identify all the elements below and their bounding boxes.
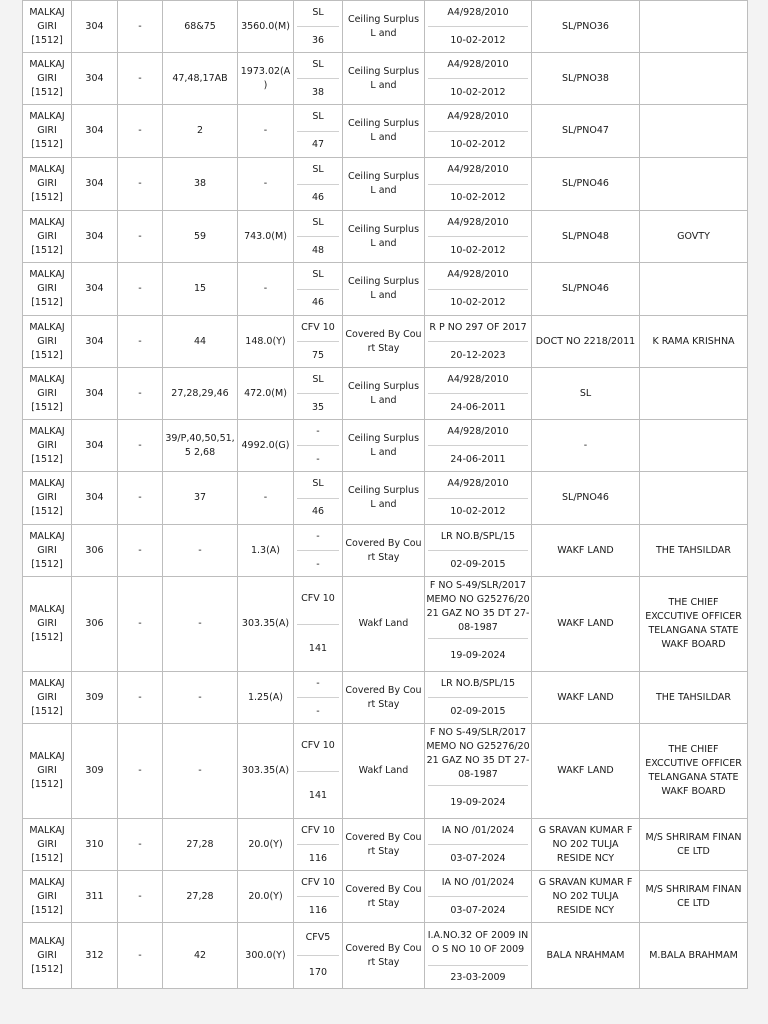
survey-no-cell: 304 — [72, 316, 118, 368]
classification-cell-top: SL — [312, 163, 324, 175]
plot-cell: 37 — [163, 472, 238, 525]
subdivision-cell: - — [118, 316, 163, 368]
survey-no-cell: 304 — [72, 158, 118, 211]
reference-cell: WAKF LAND — [532, 525, 640, 577]
nature-cell: Ceiling Surplus L and — [343, 368, 425, 420]
remarks-cell — [640, 105, 748, 158]
classification-cell — [294, 871, 343, 923]
reference-cell: DOCT NO 2218/2011 — [532, 316, 640, 368]
classification-cell — [294, 577, 343, 672]
village-cell: MALKAJ GIRI [1512] — [23, 53, 72, 105]
table-row — [23, 53, 748, 105]
table-row — [23, 819, 748, 871]
classification-cell-top: CFV 10 — [301, 740, 335, 752]
remarks-cell: THE TAHSILDAR — [640, 525, 748, 577]
reference-cell: G SRAVAN KUMAR F NO 202 TULJA RESIDE NCY — [532, 871, 640, 923]
remarks-cell — [640, 368, 748, 420]
classification-cell-bottom: 46 — [311, 192, 325, 204]
table-row — [23, 105, 748, 158]
subdivision-cell: - — [118, 871, 163, 923]
order-cell — [425, 577, 532, 672]
plot-cell: 38 — [163, 158, 238, 211]
subdivision-cell: - — [118, 158, 163, 211]
subdivision-cell: - — [118, 577, 163, 672]
nature-cell: Ceiling Surplus L and — [343, 1, 425, 53]
plot-cell: 27,28 — [163, 871, 238, 923]
classification-cell-bottom: - — [316, 558, 320, 570]
order-cell-top: A4/928/2010 — [447, 425, 509, 437]
order-cell — [425, 871, 532, 923]
subdivision-cell: - — [118, 525, 163, 577]
survey-no-cell: 309 — [72, 724, 118, 819]
classification-cell-top: CFV 10 — [301, 593, 335, 605]
extent-cell: - — [238, 472, 294, 525]
order-cell-bottom: 23-03-2009 — [450, 972, 506, 983]
reference-cell: BALA NRAHMAM — [532, 923, 640, 989]
extent-cell: 303.35(A) — [238, 724, 294, 819]
order-cell-bottom: 10-02-2012 — [450, 506, 506, 518]
remarks-cell: THE CHIEF EXCCUTIVE OFFICER TELANGANA STATE WAKF BOARD — [640, 724, 748, 819]
land-records-table — [22, 0, 748, 989]
table-row — [23, 724, 748, 819]
table-row — [23, 672, 748, 724]
reference-cell: SL/PNO46 — [532, 263, 640, 316]
survey-no-cell: 310 — [72, 819, 118, 871]
plot-cell: 2 — [163, 105, 238, 158]
classification-cell — [294, 420, 343, 472]
nature-cell: Covered By Cou rt Stay — [343, 316, 425, 368]
nature-cell: Ceiling Surplus L and — [343, 420, 425, 472]
order-cell-bottom: 03-07-2024 — [450, 852, 506, 864]
plot-cell: 27,28,29,46 — [163, 368, 238, 420]
classification-cell-bottom: 46 — [311, 506, 325, 518]
subdivision-cell: - — [118, 724, 163, 819]
classification-cell-top: SL — [312, 6, 324, 18]
extent-cell: - — [238, 263, 294, 316]
village-cell: MALKAJ GIRI [1512] — [23, 923, 72, 989]
extent-cell: 20.0(Y) — [238, 819, 294, 871]
classification-cell — [294, 472, 343, 525]
reference-cell: SL/PNO36 — [532, 1, 640, 53]
subdivision-cell: - — [118, 368, 163, 420]
survey-no-cell: 304 — [72, 211, 118, 263]
remarks-cell: M/S SHRIRAM FINAN CE LTD — [640, 871, 748, 923]
village-cell: MALKAJ GIRI [1512] — [23, 871, 72, 923]
reference-cell: SL/PNO48 — [532, 211, 640, 263]
classification-cell-bottom: - — [316, 705, 320, 717]
order-cell-top: F NO S-49/SLR/2017 MEMO NO G25276/20 21 GAZ NO 35 DT 27-08-1987 — [426, 579, 530, 633]
extent-cell: 1.3(A) — [238, 525, 294, 577]
order-cell-top: IA NO /01/2024 — [441, 824, 515, 836]
table-row — [23, 871, 748, 923]
order-cell-bottom: 24-06-2011 — [450, 401, 506, 413]
table-row — [23, 420, 748, 472]
plot-cell: 47,48,17AB — [163, 53, 238, 105]
village-cell: MALKAJ GIRI [1512] — [23, 158, 72, 211]
subdivision-cell: - — [118, 53, 163, 105]
classification-cell — [294, 105, 343, 158]
nature-cell: Ceiling Surplus L and — [343, 105, 425, 158]
reference-cell: G SRAVAN KUMAR F NO 202 TULJA RESIDE NCY — [532, 819, 640, 871]
plot-cell: 44 — [163, 316, 238, 368]
order-cell-top: A4/928/2010 — [447, 373, 509, 385]
classification-cell-bottom: 47 — [311, 139, 325, 151]
order-cell — [425, 316, 532, 368]
remarks-cell: GOVTY — [640, 211, 748, 263]
order-cell-bottom: 19-09-2024 — [450, 650, 506, 662]
classification-cell — [294, 724, 343, 819]
classification-cell-top: SL — [312, 268, 324, 280]
nature-cell: Ceiling Surplus L and — [343, 472, 425, 525]
order-cell — [425, 923, 532, 989]
classification-cell-top: - — [316, 425, 320, 437]
classification-cell-top: - — [316, 677, 320, 689]
village-cell: MALKAJ GIRI [1512] — [23, 263, 72, 316]
subdivision-cell: - — [118, 819, 163, 871]
extent-cell: - — [238, 105, 294, 158]
nature-cell: Covered By Cou rt Stay — [343, 525, 425, 577]
classification-cell-bottom: 46 — [311, 297, 325, 309]
table-row — [23, 577, 748, 672]
village-cell: MALKAJ GIRI [1512] — [23, 368, 72, 420]
order-cell-top: F NO S-49/SLR/2017 MEMO NO G25276/20 21 GAZ NO 35 DT 27-08-1987 — [426, 726, 530, 780]
table-row — [23, 316, 748, 368]
nature-cell: Covered By Cou rt Stay — [343, 819, 425, 871]
classification-cell — [294, 211, 343, 263]
classification-cell — [294, 53, 343, 105]
table-row — [23, 525, 748, 577]
order-cell — [425, 263, 532, 316]
classification-cell-bottom: 48 — [311, 244, 325, 256]
village-cell: MALKAJ GIRI [1512] — [23, 211, 72, 263]
remarks-cell: K RAMA KRISHNA — [640, 316, 748, 368]
classification-cell-bottom: 170 — [308, 967, 328, 978]
nature-cell: Ceiling Surplus L and — [343, 53, 425, 105]
reference-cell: SL — [532, 368, 640, 420]
remarks-cell — [640, 420, 748, 472]
extent-cell: 1973.02(A) — [238, 53, 294, 105]
remarks-cell — [640, 1, 748, 53]
village-cell: MALKAJ GIRI [1512] — [23, 316, 72, 368]
classification-cell-top: - — [316, 530, 320, 542]
plot-cell: 42 — [163, 923, 238, 989]
table-row — [23, 211, 748, 263]
order-cell — [425, 1, 532, 53]
classification-cell-top: SL — [312, 477, 324, 489]
survey-no-cell: 304 — [72, 53, 118, 105]
order-cell — [425, 420, 532, 472]
nature-cell: Ceiling Surplus L and — [343, 263, 425, 316]
classification-cell — [294, 525, 343, 577]
classification-cell-bottom: 116 — [308, 904, 328, 916]
extent-cell: 4992.0(G) — [238, 420, 294, 472]
table-row — [23, 472, 748, 525]
village-cell: MALKAJ GIRI [1512] — [23, 472, 72, 525]
classification-cell-top: CFV5 — [305, 932, 331, 943]
order-cell-top: A4/928/2010 — [447, 163, 509, 175]
order-cell-bottom: 20-12-2023 — [450, 349, 506, 361]
plot-cell: - — [163, 672, 238, 724]
survey-no-cell: 311 — [72, 871, 118, 923]
order-cell — [425, 819, 532, 871]
order-cell-top: A4/928/2010 — [447, 6, 509, 18]
extent-cell: 148.0(Y) — [238, 316, 294, 368]
classification-cell-top: CFV 10 — [301, 321, 335, 333]
village-cell: MALKAJ GIRI [1512] — [23, 1, 72, 53]
subdivision-cell: - — [118, 672, 163, 724]
order-cell-bottom: 10-02-2012 — [450, 297, 506, 309]
reference-cell: SL/PNO46 — [532, 158, 640, 211]
order-cell-top: R P NO 297 OF 2017 — [429, 321, 527, 333]
classification-cell-top: SL — [312, 110, 324, 122]
extent-cell: 3560.0(M) — [238, 1, 294, 53]
plot-cell: - — [163, 525, 238, 577]
nature-cell: Covered By Cou rt Stay — [343, 672, 425, 724]
order-cell — [425, 724, 532, 819]
classification-cell — [294, 316, 343, 368]
plot-cell: 68&75 — [163, 1, 238, 53]
remarks-cell — [640, 53, 748, 105]
reference-cell: WAKF LAND — [532, 724, 640, 819]
classification-cell — [294, 923, 343, 989]
survey-no-cell: 304 — [72, 105, 118, 158]
order-cell-top: A4/928/2010 — [447, 110, 509, 122]
survey-no-cell: 304 — [72, 472, 118, 525]
classification-cell-top: CFV 10 — [301, 824, 335, 836]
subdivision-cell: - — [118, 1, 163, 53]
subdivision-cell: - — [118, 472, 163, 525]
remarks-cell: M.BALA BRAHMAM — [640, 923, 748, 989]
order-cell-top: LR NO.B/SPL/15 — [440, 677, 516, 689]
order-cell-bottom: 10-02-2012 — [450, 192, 506, 204]
nature-cell: Ceiling Surplus L and — [343, 211, 425, 263]
subdivision-cell: - — [118, 263, 163, 316]
classification-cell-bottom: 141 — [308, 642, 328, 654]
extent-cell: 303.35(A) — [238, 577, 294, 672]
plot-cell: 15 — [163, 263, 238, 316]
classification-cell-bottom: - — [316, 453, 320, 465]
classification-cell-bottom: 38 — [311, 86, 325, 98]
plot-cell: - — [163, 724, 238, 819]
classification-cell-bottom: 35 — [311, 401, 325, 413]
classification-cell-bottom: 36 — [311, 34, 325, 46]
classification-cell-top: CFV 10 — [301, 876, 335, 888]
order-cell-bottom: 10-02-2012 — [450, 139, 506, 151]
classification-cell-top: SL — [312, 373, 324, 385]
village-cell: MALKAJ GIRI [1512] — [23, 672, 72, 724]
order-cell — [425, 472, 532, 525]
classification-cell — [294, 368, 343, 420]
order-cell-bottom: 03-07-2024 — [450, 904, 506, 916]
remarks-cell — [640, 472, 748, 525]
classification-cell — [294, 158, 343, 211]
survey-no-cell: 312 — [72, 923, 118, 989]
extent-cell: 472.0(M) — [238, 368, 294, 420]
village-cell: MALKAJ GIRI [1512] — [23, 420, 72, 472]
table-row — [23, 1, 748, 53]
reference-cell: - — [532, 420, 640, 472]
village-cell: MALKAJ GIRI [1512] — [23, 525, 72, 577]
order-cell-bottom: 02-09-2015 — [450, 558, 506, 570]
order-cell-top: A4/928/2010 — [447, 268, 509, 280]
order-cell-bottom: 02-09-2015 — [450, 705, 506, 717]
reference-cell: SL/PNO47 — [532, 105, 640, 158]
table-row — [23, 923, 748, 989]
order-cell-bottom: 19-09-2024 — [450, 797, 506, 809]
plot-cell: - — [163, 577, 238, 672]
classification-cell-bottom: 116 — [308, 852, 328, 864]
remarks-cell: M/S SHRIRAM FINAN CE LTD — [640, 819, 748, 871]
subdivision-cell: - — [118, 105, 163, 158]
nature-cell: Covered By Cou rt Stay — [343, 871, 425, 923]
plot-cell: 39/P,40,50,51,5 2,68 — [163, 420, 238, 472]
remarks-cell — [640, 158, 748, 211]
subdivision-cell: - — [118, 211, 163, 263]
village-cell: MALKAJ GIRI [1512] — [23, 724, 72, 819]
extent-cell: 743.0(M) — [238, 211, 294, 263]
reference-cell: WAKF LAND — [532, 577, 640, 672]
order-cell-bottom: 10-02-2012 — [450, 34, 506, 46]
survey-no-cell: 306 — [72, 525, 118, 577]
plot-cell: 27,28 — [163, 819, 238, 871]
order-cell-bottom: 24-06-2011 — [450, 453, 506, 465]
table-row — [23, 263, 748, 316]
classification-cell — [294, 819, 343, 871]
order-cell — [425, 211, 532, 263]
classification-cell-top: SL — [312, 58, 324, 70]
order-cell — [425, 105, 532, 158]
remarks-cell — [640, 263, 748, 316]
nature-cell: Ceiling Surplus L and — [343, 158, 425, 211]
village-cell: MALKAJ GIRI [1512] — [23, 819, 72, 871]
table-row — [23, 158, 748, 211]
survey-no-cell: 304 — [72, 368, 118, 420]
nature-cell: Wakf Land — [343, 577, 425, 672]
classification-cell — [294, 672, 343, 724]
survey-no-cell: 309 — [72, 672, 118, 724]
order-cell-bottom: 10-02-2012 — [450, 244, 506, 256]
extent-cell: 1.25(A) — [238, 672, 294, 724]
order-cell — [425, 158, 532, 211]
order-cell — [425, 368, 532, 420]
plot-cell: 59 — [163, 211, 238, 263]
order-cell-top: I.A.NO.32 OF 2009 IN O S NO 10 OF 2009 — [427, 930, 529, 955]
reference-cell: WAKF LAND — [532, 672, 640, 724]
extent-cell: 20.0(Y) — [238, 871, 294, 923]
order-cell — [425, 525, 532, 577]
remarks-cell: THE CHIEF EXCCUTIVE OFFICER TELANGANA STATE WAKF BOARD — [640, 577, 748, 672]
survey-no-cell: 304 — [72, 420, 118, 472]
order-cell-bottom: 10-02-2012 — [450, 86, 506, 98]
survey-no-cell: 304 — [72, 1, 118, 53]
subdivision-cell: - — [118, 420, 163, 472]
classification-cell — [294, 263, 343, 316]
order-cell-top: LR NO.B/SPL/15 — [440, 530, 516, 542]
order-cell — [425, 672, 532, 724]
remarks-cell: THE TAHSILDAR — [640, 672, 748, 724]
classification-cell-bottom: 141 — [308, 789, 328, 801]
classification-cell-bottom: 75 — [311, 349, 325, 361]
classification-cell-top: SL — [312, 216, 324, 228]
village-cell: MALKAJ GIRI [1512] — [23, 577, 72, 672]
order-cell-top: A4/928/2010 — [447, 216, 509, 228]
survey-no-cell: 306 — [72, 577, 118, 672]
order-cell — [425, 53, 532, 105]
reference-cell: SL/PNO46 — [532, 472, 640, 525]
reference-cell: SL/PNO38 — [532, 53, 640, 105]
village-cell: MALKAJ GIRI [1512] — [23, 105, 72, 158]
order-cell-top: A4/928/2010 — [447, 58, 509, 70]
survey-no-cell: 304 — [72, 263, 118, 316]
nature-cell: Covered By Cou rt Stay — [343, 923, 425, 989]
classification-cell — [294, 1, 343, 53]
order-cell-top: A4/928/2010 — [447, 477, 509, 489]
extent-cell: 300.0(Y) — [238, 923, 294, 989]
nature-cell: Wakf Land — [343, 724, 425, 819]
subdivision-cell: - — [118, 923, 163, 989]
order-cell-top: IA NO /01/2024 — [441, 876, 515, 888]
extent-cell: - — [238, 158, 294, 211]
table-row — [23, 368, 748, 420]
